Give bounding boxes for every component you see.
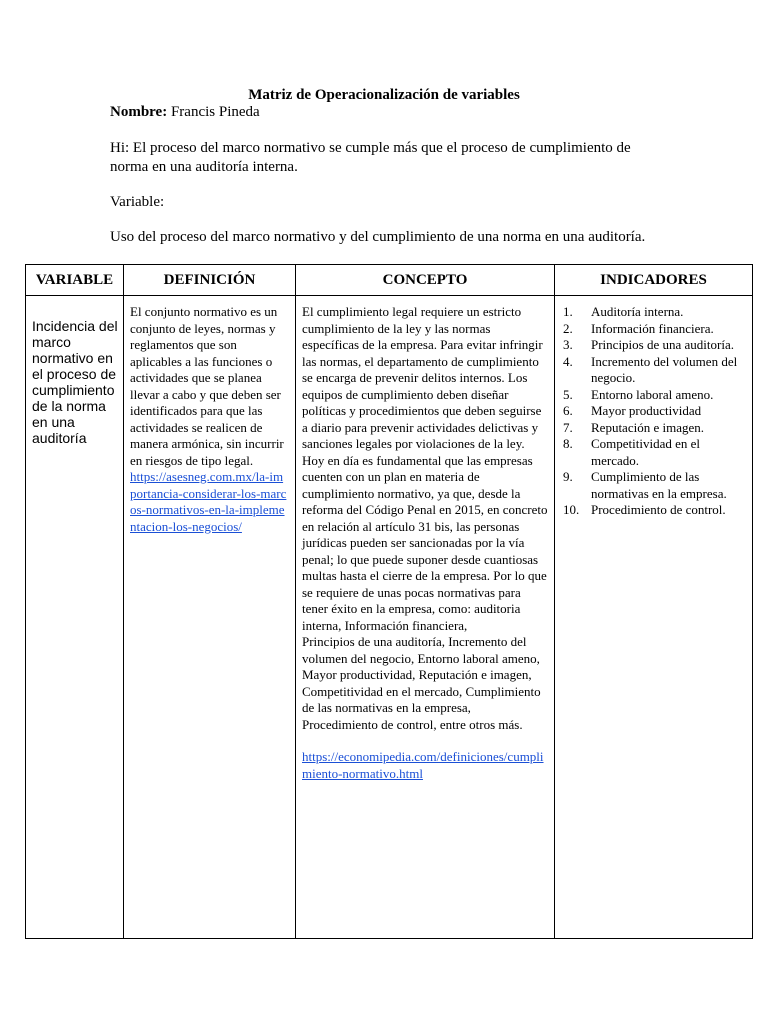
indicator-text: Incremento del volumen del negocio. [591, 353, 738, 385]
indicator-text: Auditoría interna. [591, 304, 684, 319]
indicator-text: Procedimiento de control. [591, 502, 726, 517]
indicator-number: 1. [563, 304, 573, 319]
indicator-number: 3. [563, 337, 573, 352]
variable-description: Uso del proceso del marco normativo y del cumplimiento de una norma en una auditoría. [110, 229, 646, 245]
indicator-number: 6. [563, 403, 573, 418]
concept-paragraph-1: El cumplimiento legal requiere un estricto cumplimiento de la ley y las normas específicas de la empresa. Para evitar infringir las normas, el departamento de cumplimiento se encarga de prevenir delitos internos. Los equipos de cumplimiento deben diseñar políticas y procedimientos que deben seguirse a diario para prevenir actividades delictivas y sanciones legales por violaciones de la ley. [302, 304, 543, 451]
indicator-item [561, 403, 744, 420]
hypothesis-paragraph: Hi: El proceso del marco normativo se cumple más que el proceso de cumplimiento de norma en una auditoría interna. [110, 140, 631, 175]
indicator-number: 2. [563, 320, 573, 336]
indicator-item [561, 469, 744, 502]
header-variable: VARIABLE [26, 265, 124, 296]
concept-cell [296, 296, 555, 939]
table-header-row [26, 265, 753, 296]
header-definicion: DEFINICIÓN [124, 265, 296, 296]
header-concepto: CONCEPTO [296, 265, 555, 296]
indicator-item [561, 420, 744, 437]
name-line [110, 104, 260, 121]
definition-text: El conjunto normativo es un conjunto de leyes, normas y reglamentos que son aplicables a las funciones o actividades que se planea llevar a cabo y que deben ser identificados para que las actividades se realicen de manera armónica, sin incurrir en riesgos de tipo legal. [130, 304, 284, 468]
name-label: Nombre: [110, 104, 168, 120]
indicator-number: 4. [563, 353, 573, 369]
concept-source-link[interactable]: https://economipedia.com/definiciones/cumplimiento-normativo.html [302, 749, 544, 781]
indicator-item [561, 502, 744, 519]
indicator-text: Mayor productividad [591, 403, 702, 418]
indicator-item [561, 436, 744, 469]
variable-cell: Incidencia del marco normativo en el proceso de cumplimiento de la norma en una auditoría [26, 296, 124, 939]
operationalization-table [25, 264, 753, 939]
definition-cell [124, 296, 296, 939]
concept-spacer [302, 733, 548, 749]
indicator-text: Competitividad en el mercado. [591, 436, 701, 468]
indicator-number: 9. [563, 469, 573, 484]
indicator-text: Reputación e imagen. [591, 419, 704, 435]
indicator-item [561, 321, 744, 338]
variable-label: Variable: [110, 194, 165, 210]
indicator-item [561, 304, 744, 321]
indicator-text: Entorno laboral ameno. [591, 386, 714, 402]
indicator-number: 8. [563, 436, 573, 451]
indicator-list [561, 304, 744, 519]
indicator-number: 7. [563, 419, 573, 435]
name-value: Francis Pineda [170, 104, 260, 120]
indicator-number: 10. [563, 502, 580, 517]
indicator-text: Cumplimiento de las normativas en la empresa. [591, 469, 727, 501]
concept-paragraph-2: Hoy en día es fundamental que las empresas cuenten con un plan en materia de cumplimiento normativo, ya que, desde la reforma del Código Penal en 2015, en concreto en relación al artículo 31 bis, las personas jurídicas pueden ser sancionadas por la vía penal; lo que puede suponer desde cuantiosas multas hasta el cierre de la empresa. Por lo que se requiere de unas pocas normativas para tener éxito en la empresa, como: auditoria interna, Información financiera, [302, 452, 548, 633]
concept-paragraph-4: Procedimiento de control, entre otros más. [302, 716, 523, 732]
indicator-item [561, 387, 744, 404]
header-indicadores: INDICADORES [555, 265, 753, 296]
indicator-number: 5. [563, 386, 573, 402]
definition-source-link[interactable]: https://asesneg.com.mx/la-importancia-considerar-los-marcos-normativos-en-la-implementacion-los-negocios/ [130, 469, 287, 534]
indicator-item [561, 337, 744, 354]
document-title: Matriz de Operacionalización de variables [248, 87, 520, 103]
concept-paragraph-3: Principios de una auditoría, Incremento del volumen del negocio, Entorno laboral ameno, Mayor productividad, Reputación e imagen, Competitividad en el mercado, Cumplimiento de las normativas en la empresa, [302, 634, 541, 715]
indicator-item [561, 354, 744, 387]
table-row [26, 296, 753, 939]
indicator-text: Información financiera. [591, 320, 714, 336]
indicators-cell [555, 296, 753, 939]
indicator-text: Principios de una auditoría. [591, 337, 734, 352]
